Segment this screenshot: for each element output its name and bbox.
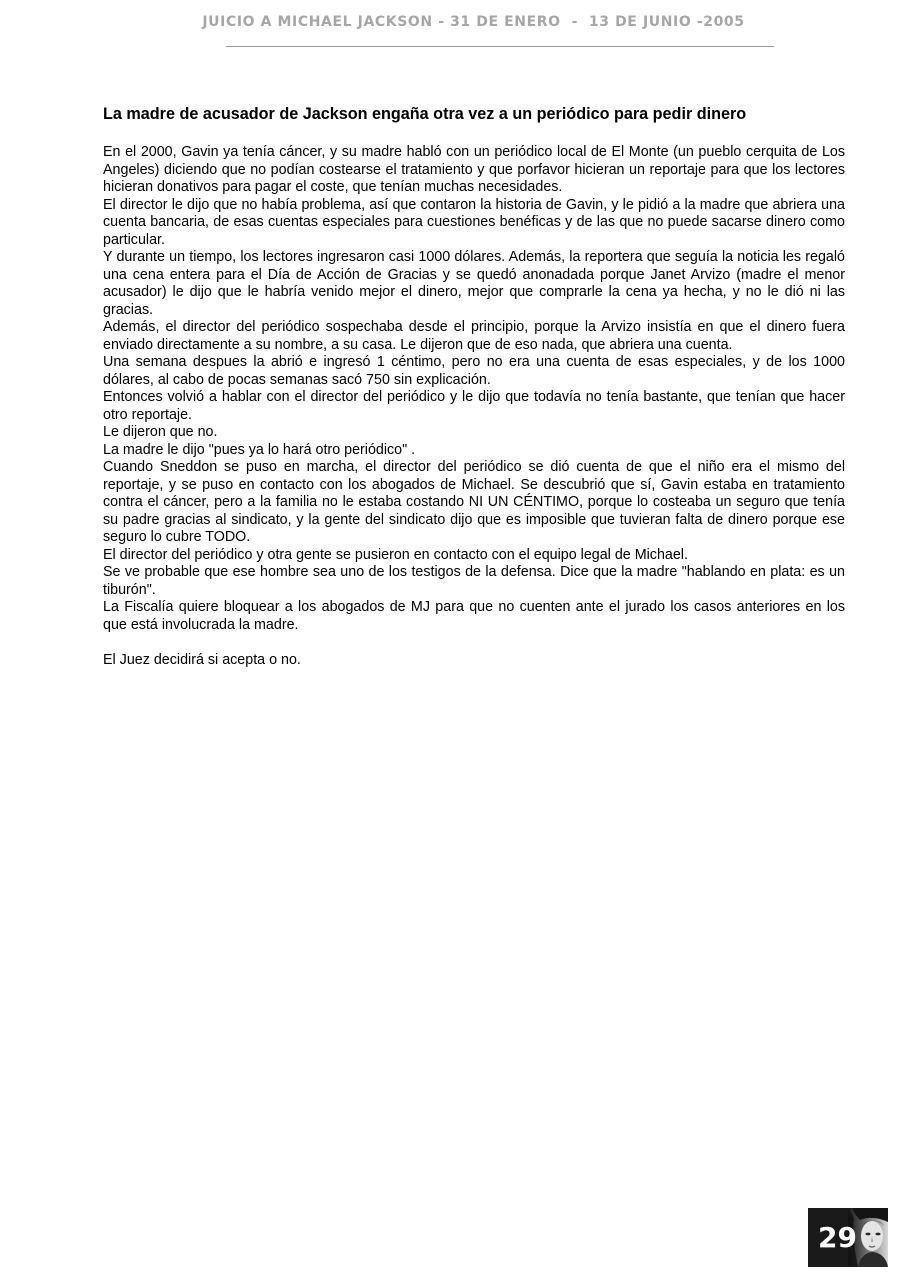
paragraph: Una semana despues la abrió e ingresó 1 céntimo, pero no era una cuenta de esas especiales, y de los 1000 dólares, al cabo de pocas semanas sacó 750 sin explicación.: [103, 354, 845, 388]
paragraph: Y durante un tiempo, los lectores ingresaron casi 1000 dólares. Además, la reportera que seguía la noticia les regaló una cena entera para el Día de Acción de Gracias y se quedó anonadada porque Janet Arvizo (madre el menor acusador) le dijo que le habría venido mejor el dinero, mejor que comprarle la cena ya hecha, y no le dió ni las gracias.: [103, 249, 845, 318]
paragraph: El director le dijo que no había problema, así que contaron la historia de Gavin, y le pidió a la madre que abriera una cuenta bancaria, de esas cuentas especiales para cuestiones benéficas y de las que no puede sacarse dinero como particular.: [103, 196, 845, 248]
paragraph: Cuando Sneddon se puso en marcha, el director del periódico se dió cuenta de que el niño era el mismo del reportaje, y se puso en contacto con los abogados de Michael. Se descubrió que sí, Gavin estaba en tratamiento contra el cáncer, pero a la familia no le estaba costando NI UN CÉNTIMO, porque lo costeaba un seguro que tenía su padre gracias al sindicato, y la gente del sindicato dijo que es imposible que tuvieran falta de dinero porque ese seguro lo cubre TODO.: [103, 459, 845, 545]
page-number: 29: [818, 1221, 857, 1254]
paragraph: Le dijeron que no.: [103, 424, 218, 440]
article-body: [103, 104, 845, 669]
paragraph: Se ve probable que ese hombre sea uno de los testigos de la defensa. Dice que la madre "hablando en plata: es un tiburón".: [103, 564, 845, 598]
paragraph-spacer: [103, 634, 845, 652]
paragraph: Entonces volvió a hablar con el director del periódico y le dijo que todavía no tenía bastante, que tenían que hacer otro reportaje.: [103, 389, 845, 423]
paragraph: Además, el director del periódico sospechaba desde el principio, porque la Arvizo insistía en que el dinero fuera enviado directamente a su nombre, a su casa. Le dijeron que de eso nada, que abriera una cuenta.: [103, 319, 845, 353]
running-header: JUICIO A MICHAEL JACKSON - 31 DE ENERO - 13 DE JUNIO -2005: [202, 14, 745, 30]
page-number-badge: [808, 1208, 888, 1267]
paragraph: El director del periódico y otra gente se pusieron en contacto con el equipo legal de Michael.: [103, 546, 688, 563]
paragraph: En el 2000, Gavin ya tenía cáncer, y su madre habló con un periódico local de El Monte (un pueblo cerquita de Los Angeles) diciendo que no podían costearse el tratamiento y que porfavor hicieran un reportaje para que los lectores hicieran donativos para pagar el coste, que tenían muchas necesidades.: [103, 144, 845, 195]
header-divider: [226, 46, 774, 47]
paragraph: La madre le dijo "pues ya lo hará otro periódico" .: [103, 441, 416, 458]
paragraph: La Fiscalía quiere bloquear a los abogados de MJ para que no cuenten ante el jurado los casos anteriores en los que está involucrada la madre.: [103, 599, 845, 633]
closing-paragraph: El Juez decidirá si acepta o no.: [103, 651, 301, 668]
article-title: La madre de acusador de Jackson engaña otra vez a un periódico para pedir dinero: [103, 105, 747, 123]
